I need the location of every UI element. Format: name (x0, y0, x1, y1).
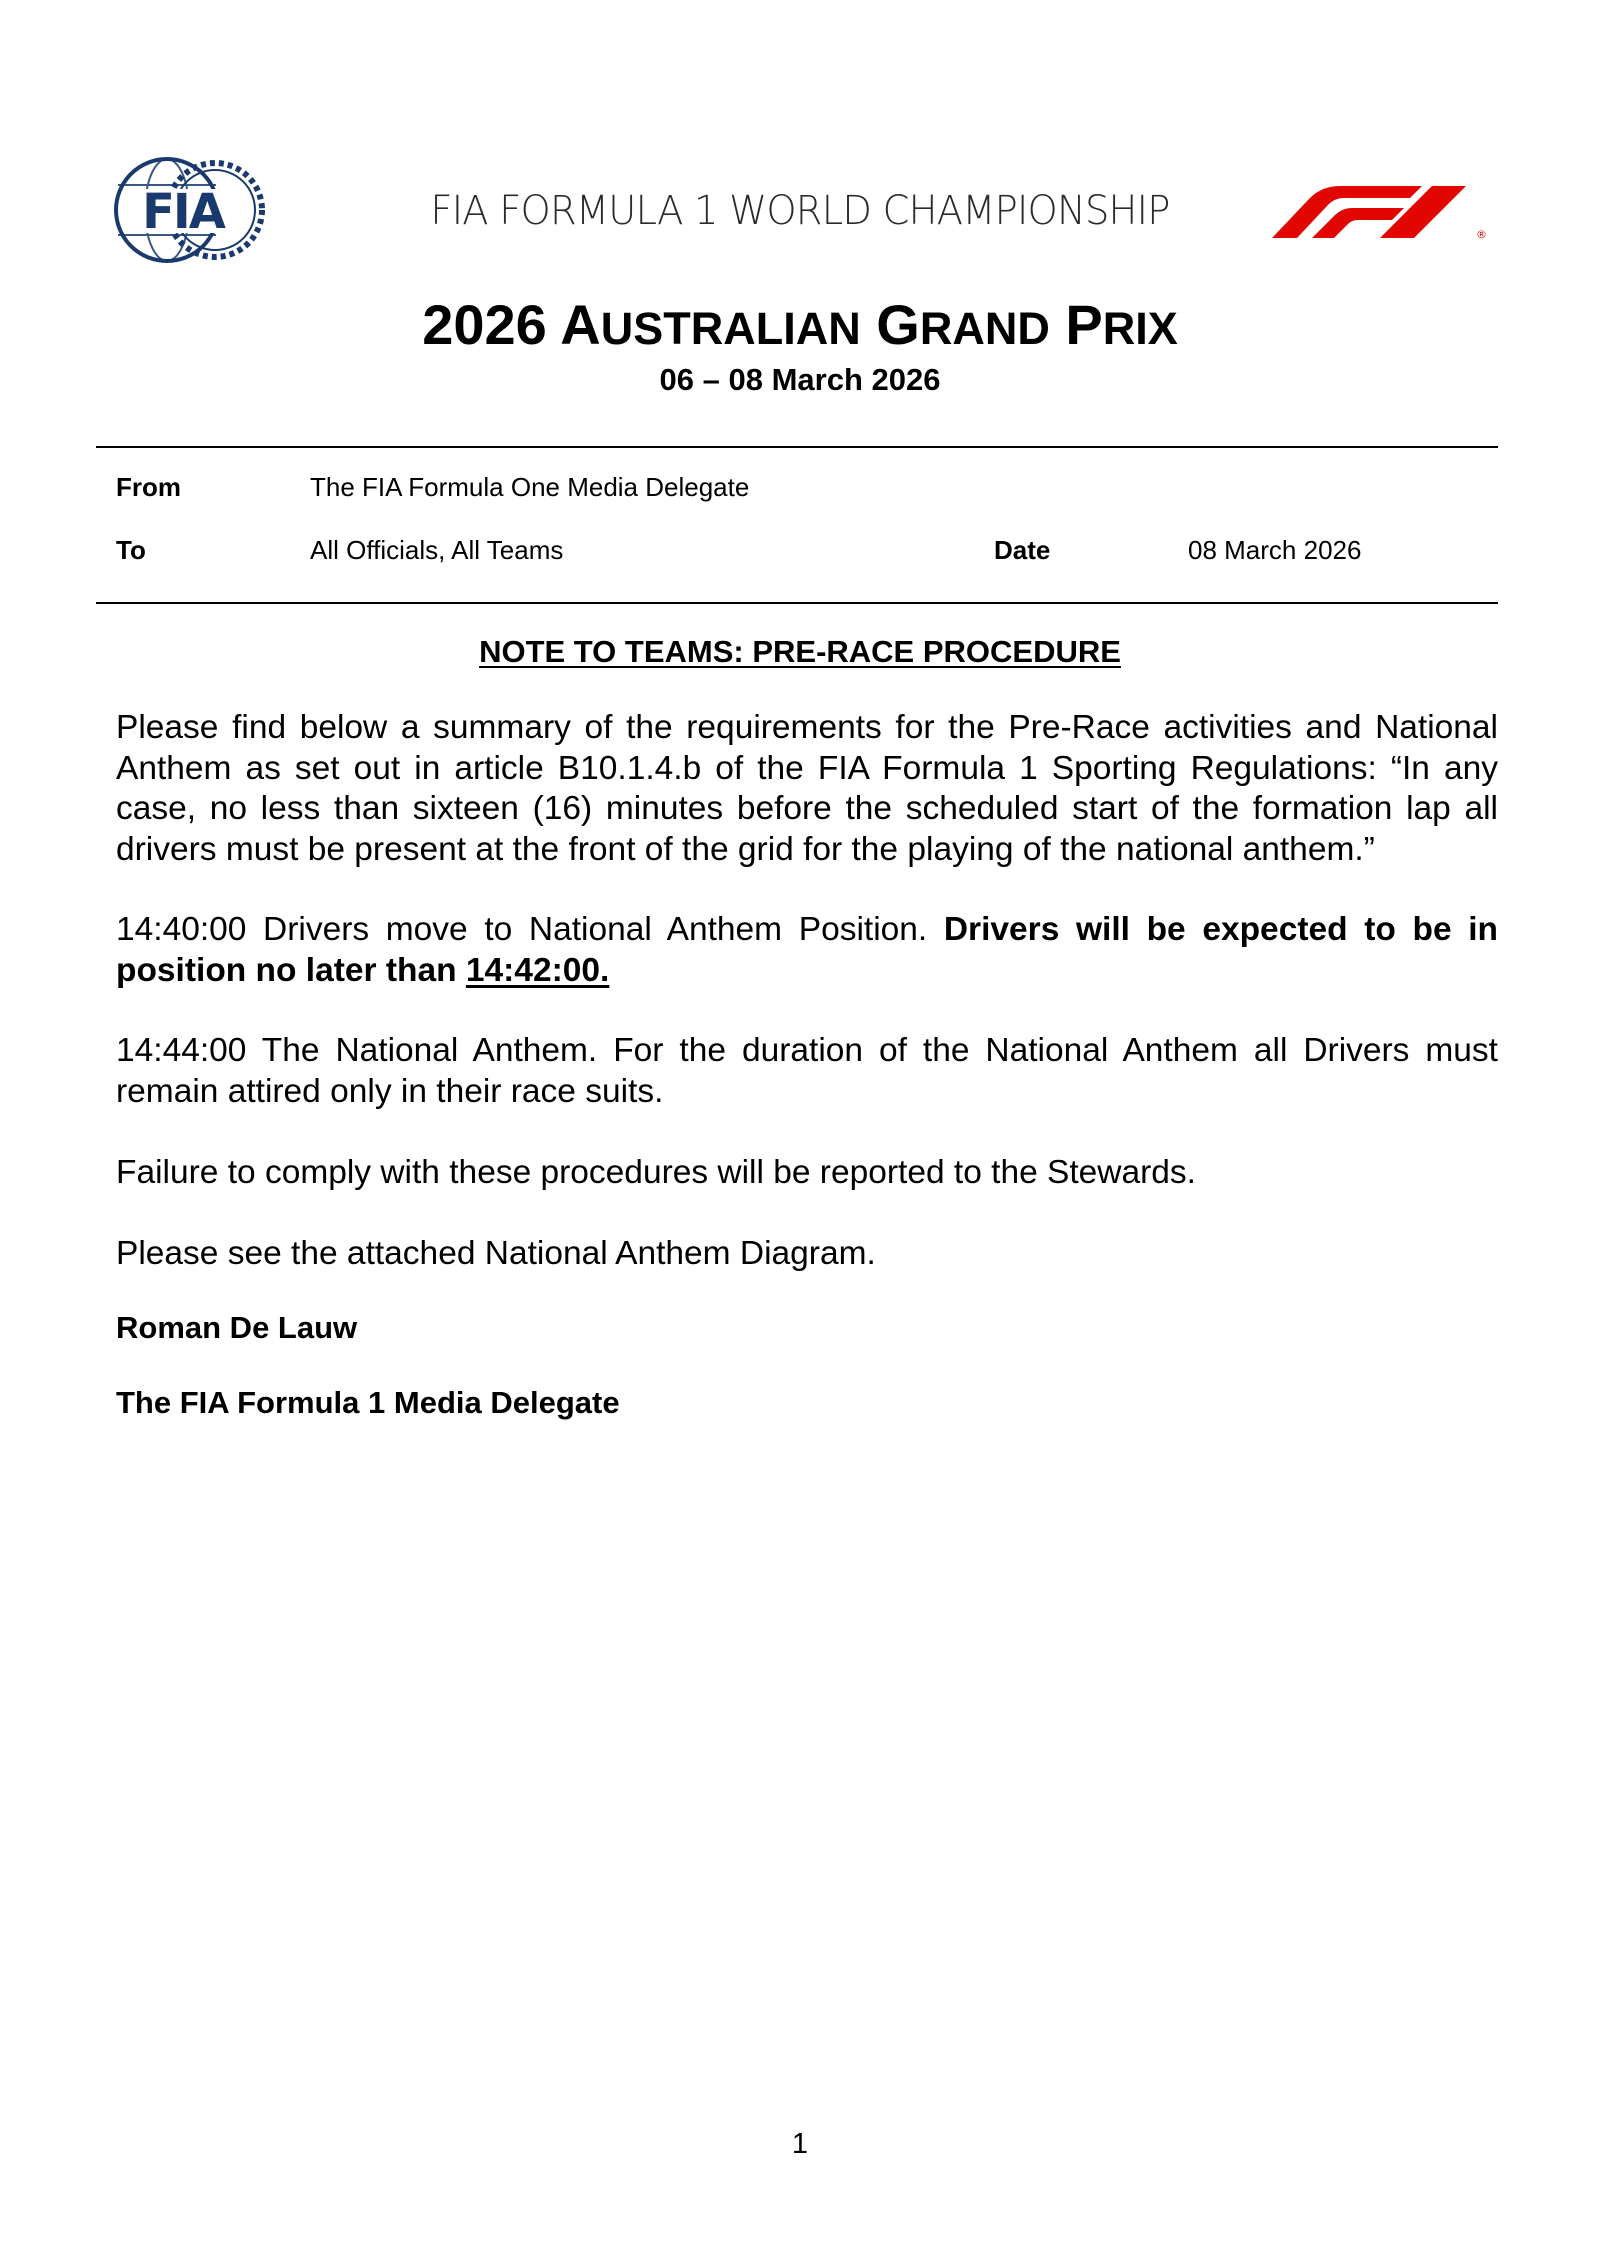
svg-text:FIA: FIA (142, 184, 224, 240)
from-label: From (116, 472, 181, 502)
page-number: 1 (791, 2128, 809, 2160)
to-label: To (116, 535, 146, 565)
championship-heading: FIA FORMULA 1 WORLD CHAMPIONSHIP (430, 188, 1170, 234)
divider-bottom (96, 602, 1498, 604)
from-value: The FIA Formula One Media Delegate (310, 472, 750, 502)
svg-text:®: ® (1476, 228, 1487, 241)
date-label: Date (994, 535, 1051, 565)
note-title: NOTE TO TEAMS: PRE-RACE PROCEDURE (479, 634, 1121, 669)
paragraph-national-anthem: 14:44:00 The National Anthem. For the duration of the National Anthem all Drivers must remain attired only in their race suits. (116, 1032, 1498, 1110)
signatory-title: The FIA Formula 1 Media Delegate (116, 1385, 620, 1420)
f1-logo (1272, 180, 1502, 242)
divider-top (96, 446, 1498, 448)
to-value: All Officials, All Teams (310, 535, 564, 565)
paragraph-diagram-reference: Please see the attached National Anthem Diagram. (116, 1235, 876, 1272)
event-dates: 06 – 08 March 2026 (659, 362, 941, 397)
date-value: 08 March 2026 (1188, 535, 1362, 565)
paragraph-regulation-summary: Please find below a summary of the requirements for the Pre-Race activities and National Anthem as set out in article B10.1.4.b of the FIA Formula 1 Sporting Regulations: “In any case, no less than sixteen (16) minutes before the scheduled start of the formation lap all drivers must be present at the front of the grid for the playing of the national anthem.” (116, 709, 1498, 868)
event-title: 2026 AUSTRALIAN GRAND PRIX (422, 293, 1178, 356)
signatory-name: Roman De Lauw (116, 1310, 358, 1345)
paragraph-compliance: Failure to comply with these procedures will be reported to the Stewards. (116, 1154, 1196, 1191)
paragraph-anthem-position: 14:40:00 Drivers move to National Anthem Position. Drivers will be expected to be in position no later than 14:42:00. (116, 911, 1498, 989)
